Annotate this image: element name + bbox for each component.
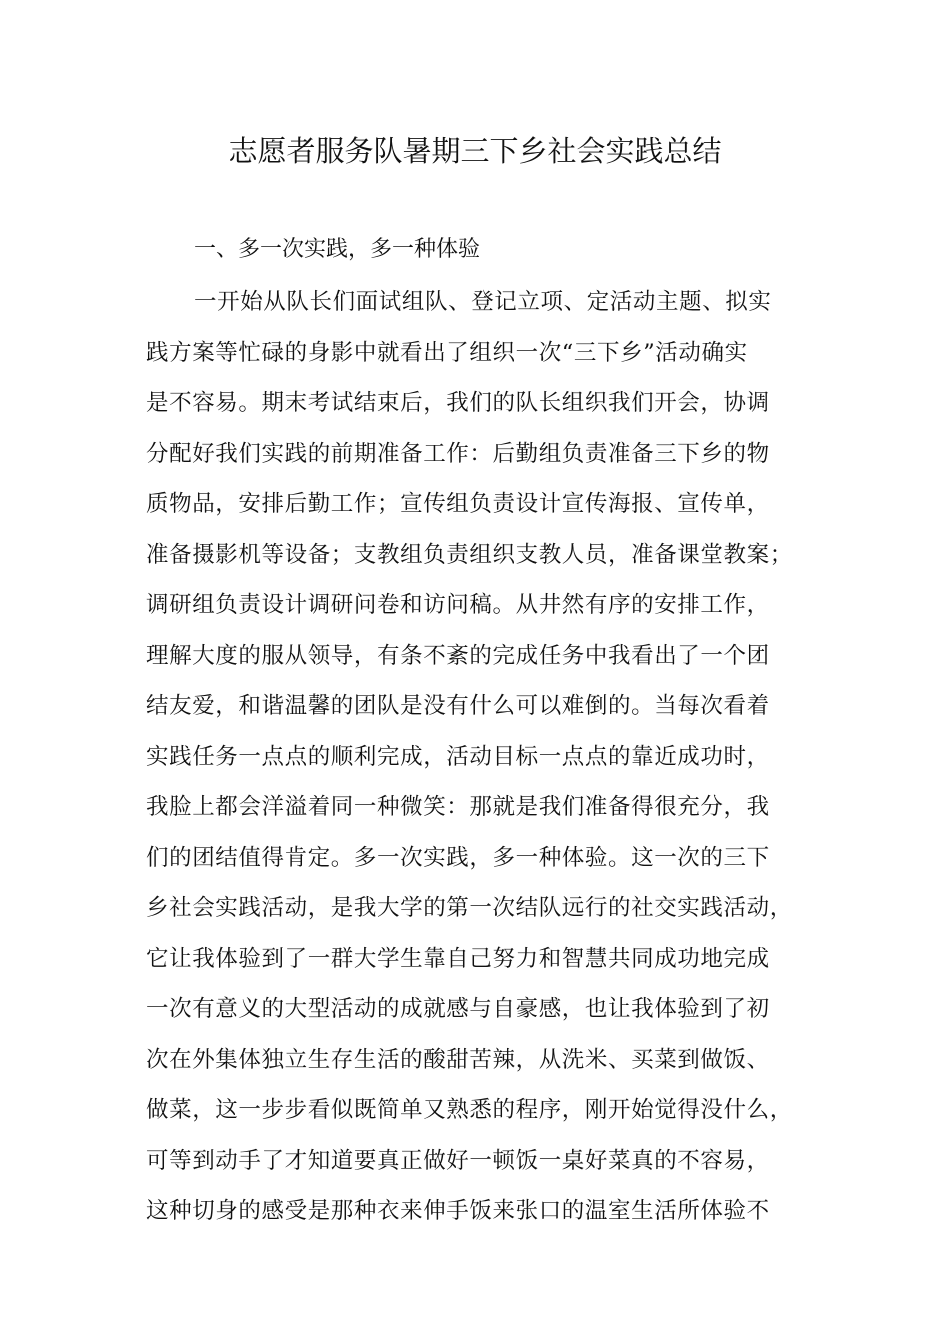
text-line: 践方案等忙碌的身影中就看出了组织一次“三下乡”活动确实	[146, 339, 748, 366]
text-line: 结友爱，和谐温馨的团队是没有什么可以难倒的。当每次看着	[146, 693, 770, 719]
text-line: 是不容易。期末考试结束后，我们的队长组织我们开会，协调	[146, 390, 770, 416]
text-line: 质物品，安排后勤工作；宣传组负责设计宣传海报、宣传单，	[146, 491, 770, 517]
text-line: 做菜，这一步步看似既简单又熟悉的程序，刚开始觉得没什么，	[146, 1097, 793, 1123]
section-heading: 一、多一次实践，多一种体验	[194, 237, 481, 262]
text-line: 们的团结值得肯定。多一次实践，多一种体验。这一次的三下	[146, 844, 770, 871]
text-line: 一开始从队长们面试组队、登记立项、定活动主题、拟实	[194, 289, 772, 315]
text-line: 分配好我们实践的前期准备工作：后勤组负责准备三下乡的物	[146, 440, 770, 467]
text-line: 可等到动手了才知道要真正做好一顿饭一桌好菜真的不容易，	[146, 1147, 770, 1174]
body-paragraph	[146, 284, 826, 1244]
text-line: 调研组负责设计调研问卷和访问稿。从井然有序的安排工作，	[146, 592, 770, 618]
text-line: 准备摄影机等设备；支教组负责组织支教人员，准备课堂教案；	[146, 541, 793, 568]
document-title: 志愿者服务队暑期三下乡社会实践总结	[228, 134, 722, 168]
text-line: 一次有意义的大型活动的成就感与自豪感，也让我体验到了初	[146, 996, 770, 1022]
text-line: 乡社会实践活动，是我大学的第一次结队远行的社交实践活动，	[146, 895, 793, 921]
text-line: 它让我体验到了一群大学生靠自己努力和智慧共同成功地完成	[146, 945, 770, 972]
text-line: 我脸上都会洋溢着同一种微笑：那就是我们准备得很充分，我	[146, 794, 770, 820]
text-line: 理解大度的服从领导，有条不紊的完成任务中我看出了一个团	[146, 642, 770, 669]
text-line: 这种切身的感受是那种衣来伸手饭来张口的温室生活所体验不	[146, 1198, 770, 1224]
text-line: 实践任务一点点的顺利完成，活动目标一点点的靠近成功时，	[146, 743, 770, 770]
text-line: 次在外集体独立生存生活的酸甜苦辣，从洗米、买菜到做饭、	[146, 1046, 770, 1073]
